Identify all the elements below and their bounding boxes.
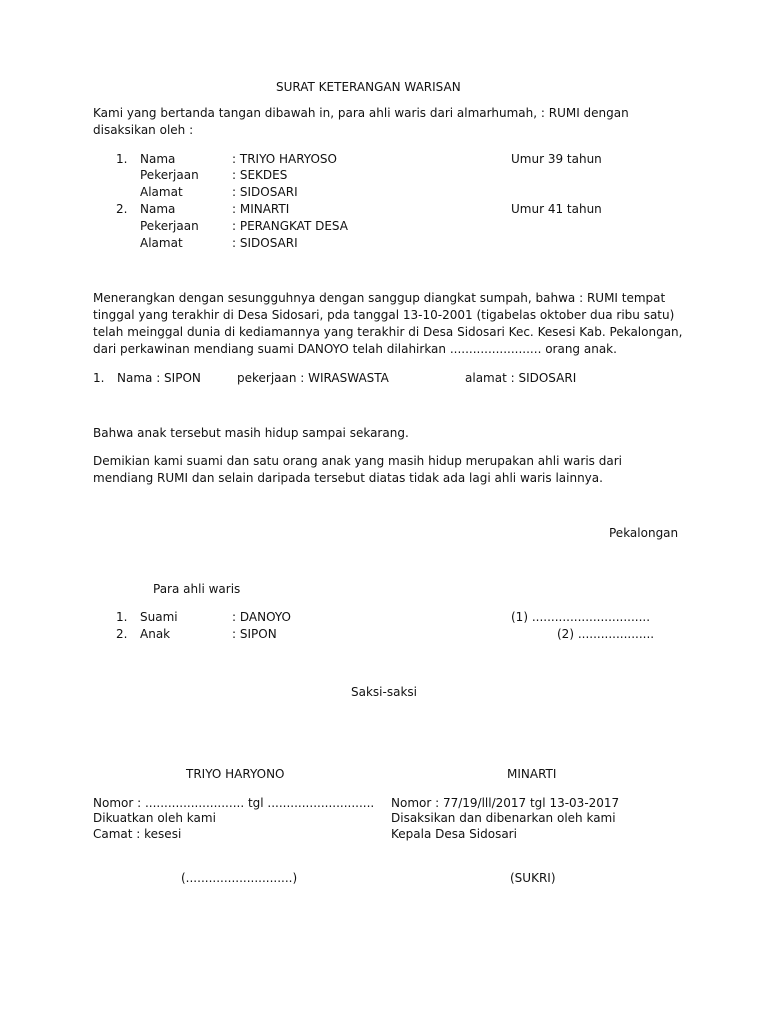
signer-2-role: Anak <box>140 627 171 641</box>
signer-1-name: : DANOYO <box>232 610 291 624</box>
left-block-confirmed: Dikuatkan oleh kami <box>93 811 216 825</box>
child-name: Nama : SIPON <box>117 371 201 385</box>
heirs-heading: Para ahli waris <box>153 582 241 596</box>
heir-2-job-value: : PERANGKAT DESA <box>232 219 348 233</box>
signer-1-number: 1. <box>116 610 128 624</box>
heir-1-age: Umur 39 tahun <box>511 152 602 166</box>
heir-2-job-label: Pekerjaan <box>140 219 199 233</box>
heir-2-age: Umur 41 tahun <box>511 202 602 216</box>
heir-1-job-value: : SEKDES <box>232 168 288 182</box>
signer-1-role: Suami <box>140 610 178 624</box>
place-name: Pekalongan <box>609 526 679 540</box>
witness-right-name: MINARTI <box>507 767 557 781</box>
statement-paragraph: Menerangkan dengan sesungguhnya dengan sanggup diangkat sumpah, bahwa : RUMI tempat tinggal yang terakhir di Desa Sidosari, pda tanggal 13-10-2001 (tigabelas oktober dua ribu satu) telah meinggal dunia di kediamannya yang terakhir di Desa Sidosari Kec. Kesesi Kab. Pekalongan, dari perkawinan mendiang suami DANOYO telah dilahirkan ........................ orang anak. <box>93 291 683 356</box>
alive-note: Bahwa anak tersebut masih hidup sampai sekarang. <box>93 426 409 440</box>
heir-2-address-value: : SIDOSARI <box>232 236 298 250</box>
signer-2-name: : SIPON <box>232 627 277 641</box>
child-number: 1. <box>93 371 105 385</box>
heir-2-address-label: Alamat <box>140 236 183 250</box>
conclusion-paragraph: Demikian kami suami dan satu orang anak yang masih hidup merupakan ahli waris dari mendiang RUMI dan selain daripada tersebut diatas tidak ada lagi ahli waris lainnya. <box>93 454 622 485</box>
child-job: pekerjaan : WIRASWASTA <box>237 371 389 385</box>
signer-1-signature: (1) ............................... <box>511 610 651 624</box>
left-block-camat: Camat : kesesi <box>93 827 182 841</box>
heir-1-number: 1. <box>116 152 128 166</box>
right-block-village-head: Kepala Desa Sidosari <box>391 827 517 841</box>
right-block-number: Nomor : 77/19/lll/2017 tgl 13-03-2017 <box>391 796 620 810</box>
witness-heading: Saksi-saksi <box>351 685 417 699</box>
right-block-signature: (SUKRI) <box>510 871 556 885</box>
left-block-signature: (............................) <box>181 871 298 885</box>
heir-1-job-label: Pekerjaan <box>140 168 199 182</box>
heir-2-name-label: Nama <box>140 202 176 216</box>
left-block-number: Nomor : .......................... tgl ............................ <box>93 796 375 810</box>
heir-2-number: 2. <box>116 202 128 216</box>
intro-paragraph: Kami yang bertanda tangan dibawah in, para ahli waris dari almarhumah, : RUMI dengan disaksikan oleh : <box>93 106 629 137</box>
child-address: alamat : SIDOSARI <box>465 371 577 385</box>
signer-2-number: 2. <box>116 627 128 641</box>
heir-1-address-label: Alamat <box>140 185 183 199</box>
heir-1-name-value: : TRIYO HARYOSO <box>232 152 337 166</box>
signer-2-signature: (2) .................... <box>557 627 655 641</box>
heir-2-name-value: : MINARTI <box>232 202 290 216</box>
heir-1-name-label: Nama <box>140 152 176 166</box>
witness-left-name: TRIYO HARYONO <box>186 767 285 781</box>
right-block-witnessed: Disaksikan dan dibenarkan oleh kami <box>391 811 616 825</box>
heir-1-address-value: : SIDOSARI <box>232 185 298 199</box>
document-title: SURAT KETERANGAN WARISAN <box>276 80 461 94</box>
